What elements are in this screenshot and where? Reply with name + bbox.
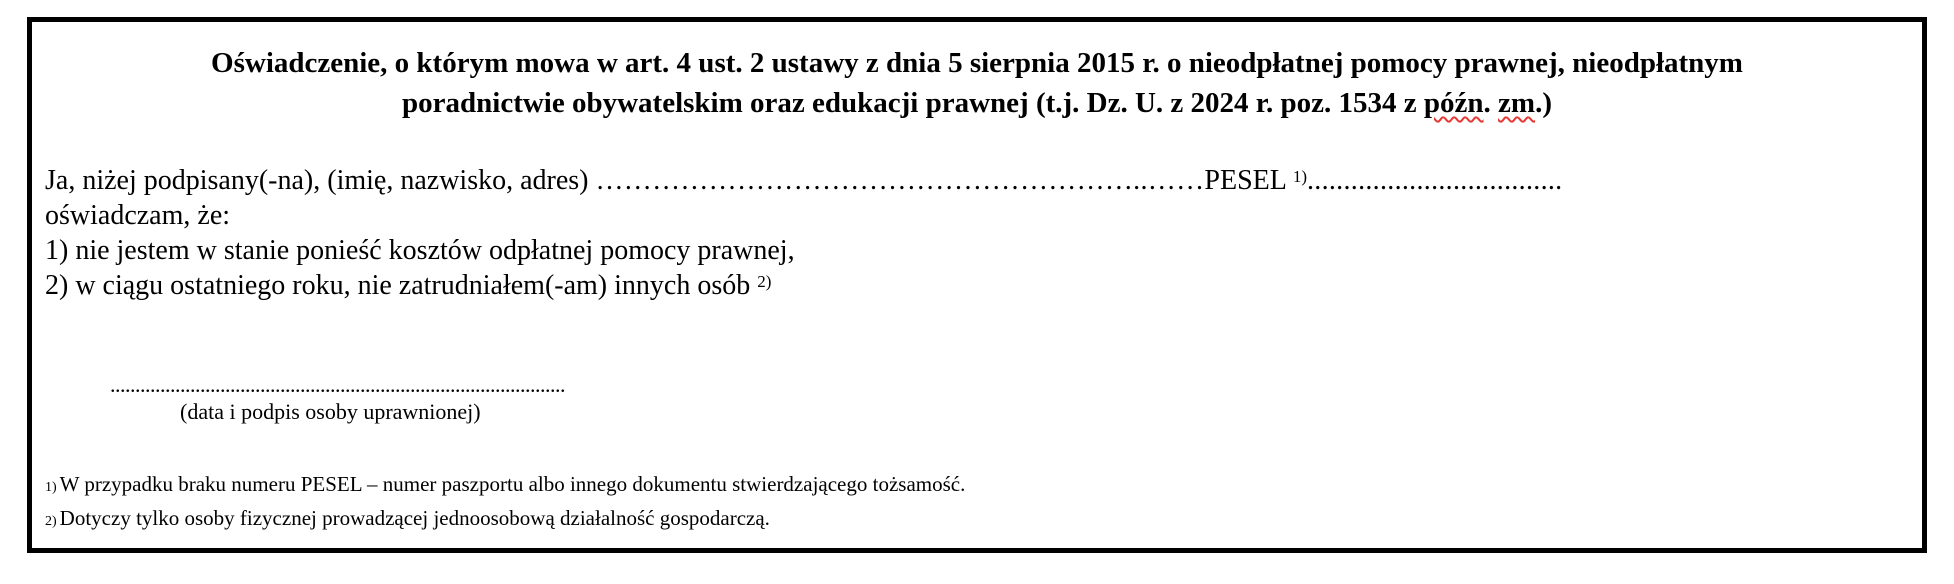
signature-caption: (data i podpis osoby uprawnionej) — [180, 399, 481, 424]
declaration-body — [45, 163, 1562, 303]
name-address-fill-field: …………………………………………………..…… — [595, 165, 1205, 196]
footnote-mark: 1) — [45, 480, 57, 495]
footnote-ref-1: 1) — [1292, 167, 1307, 186]
pesel-fill-field: ................................... — [1306, 165, 1563, 196]
declaration-intro: oświadczam, że: — [45, 200, 231, 231]
signature-fill-field: ........................................................................................... — [110, 372, 565, 397]
spellcheck-flagged-word: późn — [1423, 87, 1484, 119]
document-title — [32, 43, 1922, 123]
footnote-text: Dotyczy tylko osoby fizycznej prowadzącej jednoosobową działalność gospodarczą. — [59, 506, 770, 530]
title-line-1: Oświadczenie, o którym mowa w art. 4 ust. 2 ustawy z dnia 5 sierpnia 2015 r. o nieodpłatnej pomocy prawnej, nieodpłatnym — [211, 47, 1743, 79]
footnote-1 — [45, 469, 965, 503]
footnote-mark: 2) — [45, 514, 57, 529]
title-line-2 — [32, 83, 1922, 123]
declarant-line — [45, 163, 1562, 198]
title-line-2-closing: .) — [1535, 87, 1552, 119]
footnote-2 — [45, 503, 965, 537]
declarant-label: Ja, niżej podpisany(-na), (imię, nazwisko, adres) — [45, 165, 596, 196]
title-line-2-separator: . — [1483, 87, 1499, 119]
declaration-item-2 — [45, 268, 1562, 303]
spellcheck-flagged-word: zm — [1498, 87, 1536, 119]
footnote-text: W przypadku braku numeru PESEL – numer paszportu albo innego dokumentu stwierdzającego tożsamość. — [59, 472, 966, 496]
title-line-2-text: poradnictwie obywatelskim oraz edukacji prawnej (t.j. Dz. U. z 2024 r. poz. 1534 z — [402, 87, 1424, 119]
footnotes — [45, 469, 965, 537]
pesel-label: PESEL — [1204, 165, 1293, 196]
declaration-item-2-text: 2) w ciągu ostatniego roku, nie zatrudniałem(-am) innych osób — [45, 270, 758, 301]
document-frame — [27, 17, 1927, 553]
declaration-item-1: 1) nie jestem w stanie ponieść kosztów odpłatnej pomocy prawnej, — [45, 235, 795, 266]
footnote-ref-2: 2) — [757, 272, 772, 291]
